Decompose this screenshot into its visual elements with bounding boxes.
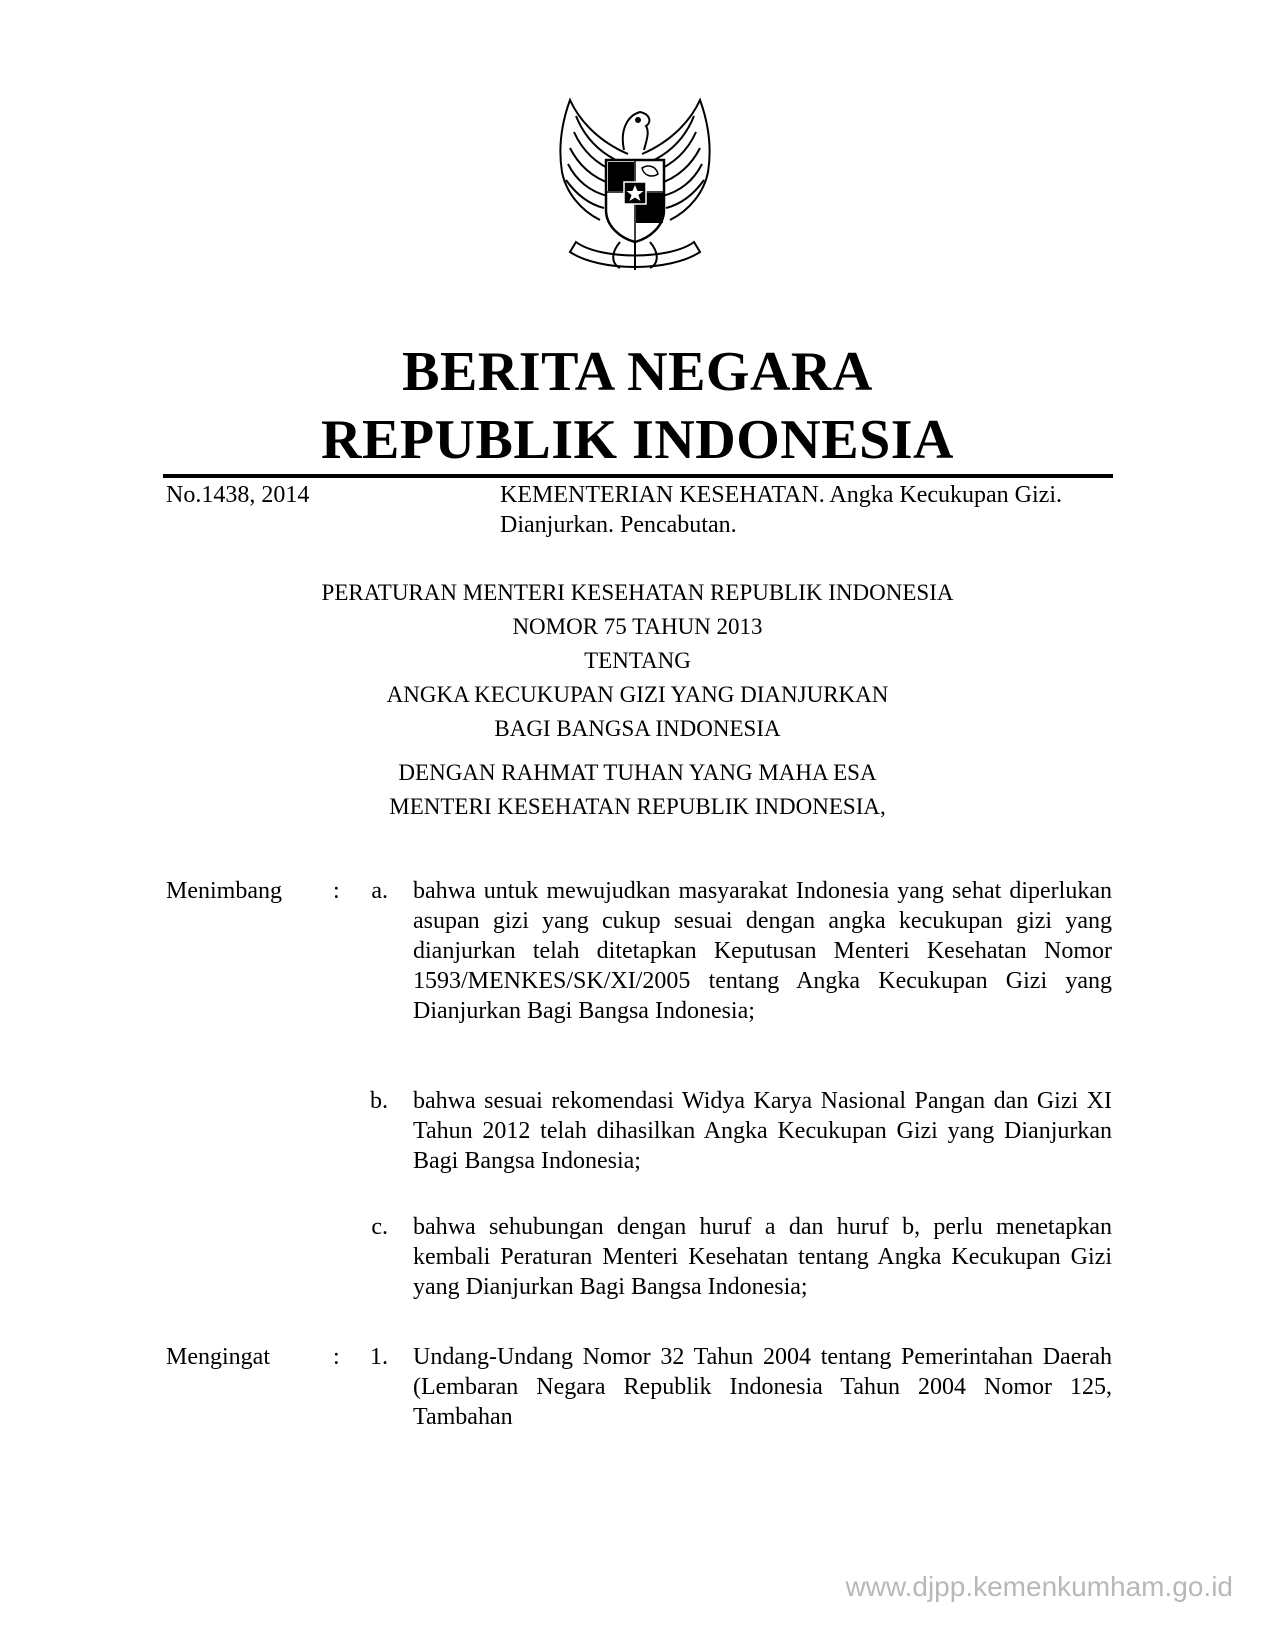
masthead-rule	[163, 474, 1113, 478]
menimbang-marker-a: a.	[371, 878, 388, 904]
regulation-subject-2: BAGI BANGSA INDONESIA	[494, 716, 781, 741]
mengingat-item-1: Undang-Undang Nomor 32 Tahun 2004 tentang Pemerintahan Daerah (Lembaran Negara Republik Indonesia Tahun 2004 Nomor 125, Tambahan	[413, 1344, 1112, 1430]
menimbang-item-a: bahwa untuk mewujudkan masyarakat Indonesia yang sehat diperlukan asupan gizi yang cukup sesuai dengan angka kecukupan gizi yang dianjurkan telah ditetapkan Keputusan Menteri Kesehatan Nomor 1593/MENKES/SK/XI/2005 tentang Angka Kecukupan Gizi yang Dianjurkan Bagi Bangsa Indonesia;	[413, 878, 1112, 1024]
regulation-title: PERATURAN MENTERI KESEHATAN REPUBLIK INDONESIA	[321, 580, 954, 605]
masthead-title: BERITA NEGARA	[402, 341, 873, 403]
watermark-url: www.djpp.kemenkumham.go.id	[845, 1571, 1233, 1602]
menimbang-label: Menimbang	[166, 878, 282, 904]
invocation: DENGAN RAHMAT TUHAN YANG MAHA ESA	[398, 760, 877, 785]
masthead-subtitle: REPUBLIK INDONESIA	[321, 409, 954, 471]
regulation-subject: ANGKA KECUKUPAN GIZI YANG DIANJURKAN	[386, 682, 889, 707]
mengingat-colon: :	[333, 1344, 340, 1370]
menimbang-item-b: bahwa sesuai rekomendasi Widya Karya Nasional Pangan dan Gizi XI Tahun 2012 telah dihasilkan Angka Kecukupan Gizi yang Dianjurkan Bagi Bangsa Indonesia;	[413, 1088, 1112, 1174]
menimbang-marker-c: c.	[371, 1214, 388, 1240]
regulation-number: NOMOR 75 TAHUN 2013	[512, 614, 763, 639]
menimbang-item-c: bahwa sehubungan dengan huruf a dan huruf b, perlu menetapkan kembali Peraturan Menteri Kesehatan tentang Angka Kecukupan Gizi yang Dianjurkan Bagi Bangsa Indonesia;	[413, 1214, 1112, 1300]
issuing-authority: MENTERI KESEHATAN REPUBLIK INDONESIA,	[389, 794, 886, 819]
issue-number: No.1438, 2014	[166, 482, 310, 508]
issue-description: KEMENTERIAN KESEHATAN. Angka Kecukupan Gizi. Dianjurkan. Pencabutan.	[500, 482, 1062, 538]
mengingat-label: Mengingat	[166, 1344, 270, 1370]
garuda-emblem-icon	[540, 92, 730, 282]
menimbang-marker-b: b.	[370, 1088, 388, 1114]
menimbang-colon: :	[333, 878, 340, 904]
mengingat-marker-1: 1.	[370, 1344, 388, 1370]
regulation-tentang: TENTANG	[584, 648, 691, 673]
